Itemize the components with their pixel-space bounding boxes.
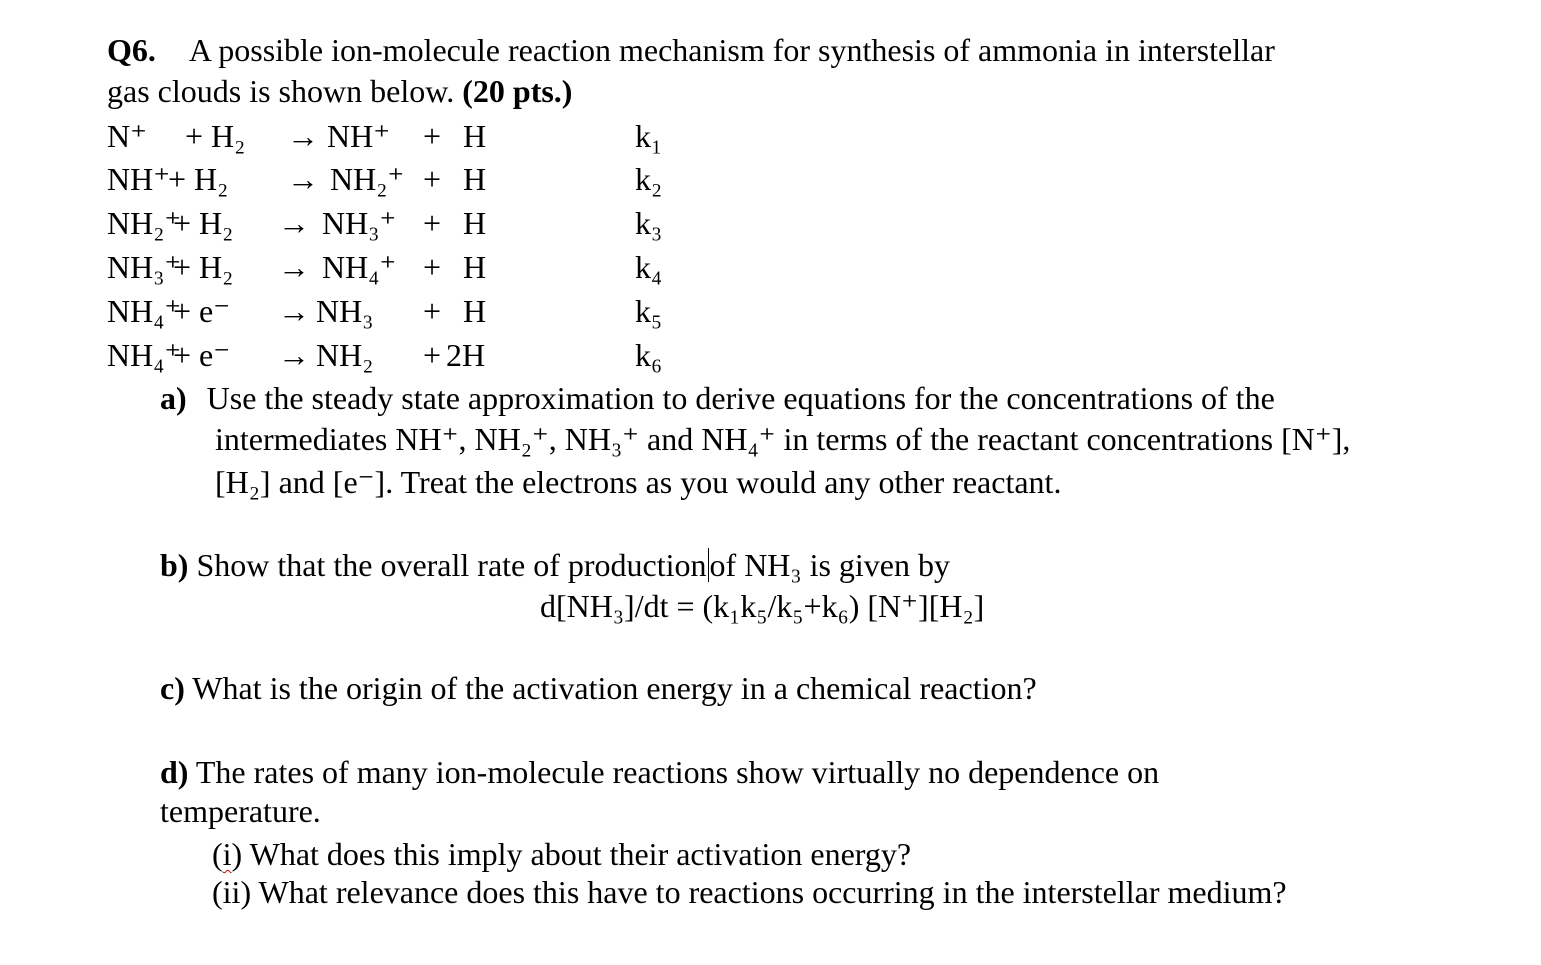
reaction-product-1: NH₃ (316, 293, 374, 329)
reaction-rate: k₄ (635, 249, 663, 285)
reaction-product-2: H (463, 293, 487, 329)
part-d-line-1 (160, 756, 1159, 788)
reaction-plus-2: + (423, 293, 442, 329)
reaction-rate: k₅ (635, 293, 663, 329)
reaction-product-2: 2H (446, 337, 486, 373)
reaction-product-2: H (463, 205, 487, 241)
points-label: (20 pts.) (462, 73, 573, 109)
reaction-rate: k₂ (635, 161, 663, 197)
reaction-reactant-1: NH₃⁺ (107, 249, 182, 285)
part-a-text-1: Use the steady state approximation to derive equations for the concentrations of the (206, 380, 1275, 416)
part-d-label: d) (160, 754, 189, 790)
reaction-plus-1: + e⁻ (173, 337, 231, 373)
part-b-text-1: Show that the overall rate of production (196, 547, 707, 583)
reaction-plus-2: + (423, 337, 442, 373)
reaction-plus-1: + e⁻ (173, 293, 231, 329)
reaction-rate: k₆ (635, 337, 663, 373)
intro-line-1: A possible ion-molecule reaction mechanism for synthesis of ammonia in interstellar (188, 32, 1275, 68)
part-c-text: What is the origin of the activation energy in a chemical reaction? (192, 670, 1037, 706)
reaction-plus-2: + (423, 161, 442, 197)
reaction-plus-1: + H₂ (173, 249, 234, 285)
reaction-plus-1: + H₂ (173, 205, 234, 241)
reaction-arrow: → (278, 337, 310, 373)
part-c-label: c) (160, 670, 185, 706)
reaction-plus-1: + H₂ (185, 118, 246, 154)
reaction-plus-2: + (423, 249, 442, 285)
reaction-plus-2: + (423, 118, 442, 154)
text-cursor (708, 548, 709, 582)
part-d-text-1: The rates of many ion-molecule reactions show virtually no dependence on (195, 754, 1160, 790)
part-a-label: a) (160, 380, 187, 416)
reaction-product-1: NH₄⁺ (322, 249, 397, 285)
reaction-arrow: → (278, 293, 310, 329)
part-a-line-1 (160, 382, 1275, 414)
part-d-sub-ii: (ii) What relevance does this have to reactions occurring in the interstellar medium? (212, 874, 1287, 910)
question-intro-line-2 (107, 75, 572, 107)
reaction-product-1: NH₃⁺ (322, 205, 397, 241)
part-b-label: b) (160, 547, 189, 583)
question-number: Q6. (107, 32, 156, 68)
part-c-line (160, 672, 1037, 704)
spellcheck-mark: i (222, 836, 232, 872)
reaction-product-1: NH₂ (316, 337, 374, 373)
question-header (107, 34, 1275, 66)
reaction-product-1: NH⁺ (327, 118, 391, 154)
reaction-rate: k₁ (635, 118, 663, 154)
part-d-sub-i: (i) What does this imply about their activation energy? (212, 836, 912, 872)
reaction-reactant-1: NH₄⁺ (107, 293, 182, 329)
reaction-arrow: → (287, 118, 319, 154)
reaction-reactant-1: N⁺ (107, 118, 147, 154)
reaction-product-2: H (463, 118, 487, 154)
reaction-reactant-1: NH⁺ (107, 161, 171, 197)
rate-equation: d[NH₃]/dt = (k₁k₅/k₅+k₆) [N⁺][H₂] (540, 588, 985, 624)
part-b-line-1 (160, 548, 950, 582)
reaction-plus-1: + H₂ (168, 161, 229, 197)
part-d-line-2: temperature. (160, 793, 321, 829)
reaction-arrow: → (278, 205, 310, 241)
part-b-text-2: of NH₃ is given by (709, 547, 950, 583)
part-a-line-2: intermediates NH⁺, NH₂⁺, NH₃⁺ and NH₄⁺ in terms of the reactant concentrations [N⁺], (215, 421, 1351, 457)
reaction-product-2: H (463, 161, 487, 197)
reaction-rate: k₃ (635, 205, 663, 241)
intro-line-2: gas clouds is shown below. (107, 73, 455, 109)
reaction-arrow: → (278, 249, 310, 285)
part-a-line-3: [H₂] and [e⁻]. Treat the electrons as you would any other reactant. (215, 464, 1062, 500)
reaction-reactant-1: NH₂⁺ (107, 205, 182, 241)
reaction-plus-2: + (423, 205, 442, 241)
reaction-reactant-1: NH₄⁺ (107, 337, 182, 373)
reaction-product-1: NH₂⁺ (330, 161, 405, 197)
reaction-arrow: → (287, 161, 319, 197)
reaction-product-2: H (463, 249, 487, 285)
